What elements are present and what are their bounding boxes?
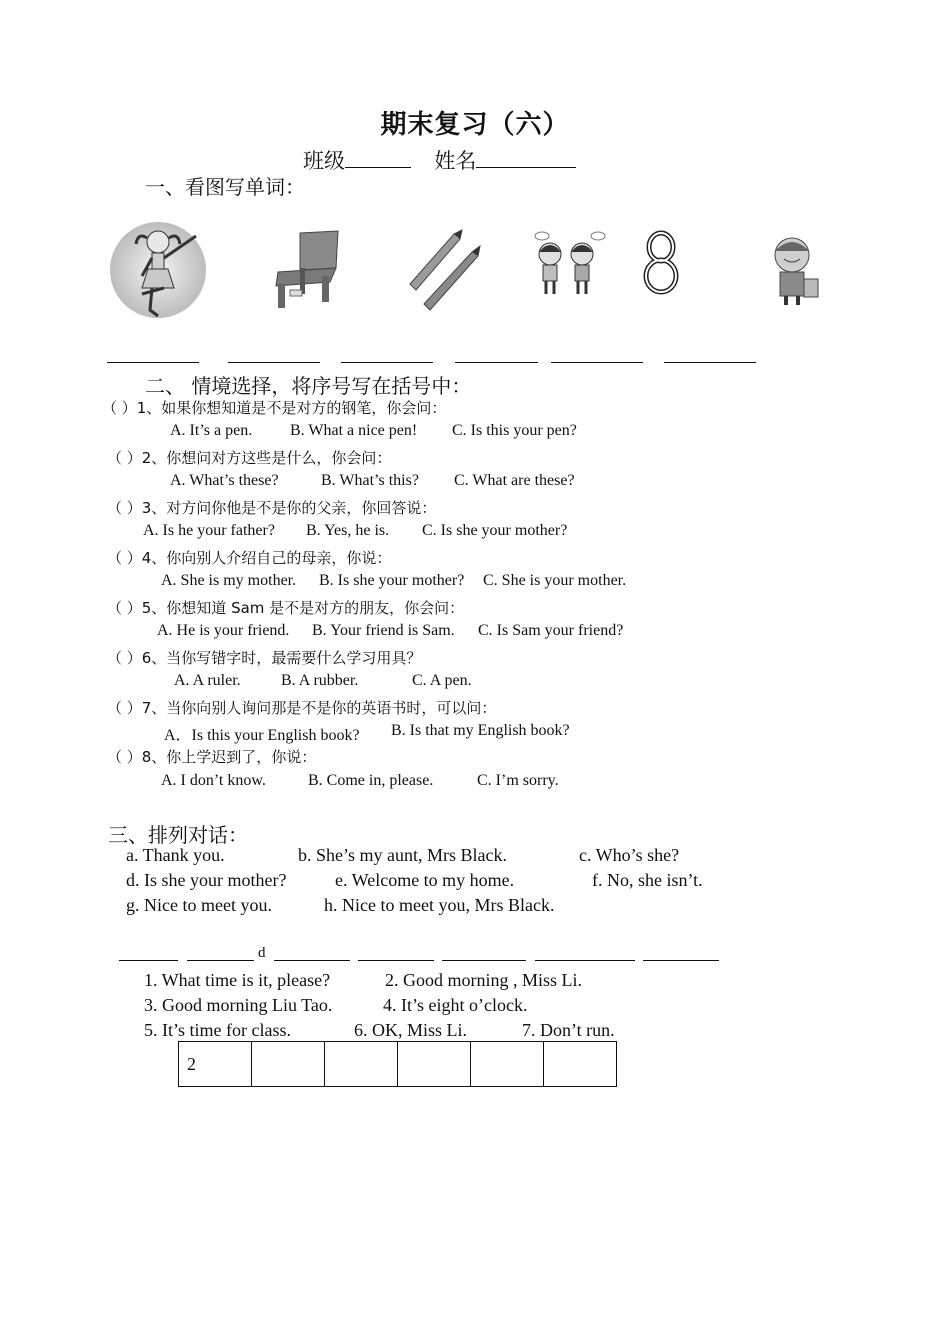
class-label: 班级 [303, 149, 345, 173]
order-line-4[interactable] [358, 960, 434, 961]
order-line-5[interactable] [442, 960, 526, 961]
dialogue2-item-4: 4. It’s eight o’clock. [383, 995, 528, 1015]
dialogue2-item-1: 1. What time is it, please? [144, 970, 331, 990]
dialogue-item-c: c. Who’s she? [579, 845, 680, 865]
name-class-bar [303, 145, 576, 175]
answer-cell[interactable] [252, 1042, 325, 1087]
question-6: （ ）6、当你写错字时，最需要什么学习用具？ [107, 649, 422, 667]
name-label: 姓名 [434, 149, 477, 173]
dialogue-item-h: h. Nice to meet you, Mrs Black. [324, 895, 555, 915]
option-5b: B. Your friend is Sam. [312, 622, 455, 639]
option-1b: B. What a nice pen! [290, 422, 418, 439]
option-8b: B. Come in, please. [308, 772, 434, 789]
answer-cell[interactable] [471, 1042, 544, 1087]
name-field[interactable] [476, 147, 576, 168]
answer-line-5[interactable] [551, 362, 643, 363]
section3-heading: 三、排列对话： [108, 823, 248, 847]
answer-cell[interactable] [398, 1042, 471, 1087]
question-4: （ ）4、你向别人介绍自己的母亲，你说： [107, 549, 392, 567]
question-2: （ ）2、你想问对方这些是什么，你会问： [107, 449, 392, 467]
question-5: （ ）5、你想知道 Sam 是不是对方的朋友，你会问： [107, 599, 465, 617]
question-1: （ ）1、如果你想知道是不是对方的钢笔，你会问： [102, 399, 447, 417]
option-2b: B. What’s this? [321, 472, 419, 489]
order-line-7[interactable] [643, 960, 719, 961]
answer-line-3[interactable] [341, 362, 433, 363]
option-4a: A. She is my mother. [161, 572, 297, 589]
dialogue-item-b: b. She’s my aunt, Mrs Black. [298, 845, 507, 865]
answer-cell[interactable] [325, 1042, 398, 1087]
two-children-icon [528, 228, 610, 298]
order-line-1[interactable] [119, 960, 178, 961]
dialogue-item-e: e. Welcome to my home. [335, 870, 515, 890]
option-3c: C. Is she your mother? [422, 522, 568, 539]
answer-line-1[interactable] [107, 362, 199, 363]
option-7b: B. Is that my English book? [391, 722, 570, 739]
answer-line-6[interactable] [664, 362, 756, 363]
option-5a: A. He is your friend. [157, 622, 290, 639]
dialogue-item-a: a. Thank you. [126, 845, 225, 865]
order-line-2[interactable] [187, 960, 254, 961]
option-8a: A. I don’t know. [161, 772, 266, 789]
answer-line-4[interactable] [455, 362, 538, 363]
question-7: （ ）7、当你向别人询问那是不是你的英语书时，可以问： [107, 699, 497, 717]
option-1c: C. Is this your pen? [452, 422, 577, 439]
option-3b: B. Yes, he is. [306, 522, 390, 539]
page-title: 期末复习（六） [380, 110, 570, 140]
option-6b: B. A rubber. [281, 672, 359, 689]
option-3a: A. Is he your father? [143, 522, 275, 539]
dialogue-item-d: d. Is she your mother? [126, 870, 287, 890]
order-answer-given: d [258, 945, 266, 961]
option-2a: A. What’s these? [170, 472, 279, 489]
chair-icon [270, 228, 345, 310]
pencils-icon [402, 222, 486, 314]
option-2c: C. What are these? [454, 472, 575, 489]
option-6a: A. A ruler. [174, 672, 241, 689]
option-8c: C. I’m sorry. [477, 772, 559, 789]
option-4c: C. She is your mother. [483, 572, 627, 589]
class-field[interactable] [345, 147, 411, 168]
dialogue-item-g: g. Nice to meet you. [126, 895, 272, 915]
dialogue2-item-3: 3. Good morning Liu Tao. [144, 995, 333, 1015]
answer-cell[interactable] [544, 1042, 617, 1087]
option-5c: C. Is Sam your friend? [478, 622, 624, 639]
answer-table [178, 1041, 617, 1087]
option-6c: C. A pen. [412, 672, 472, 689]
question-8: （ ）8、你上学迟到了，你说： [107, 748, 317, 766]
dialogue-item-f: f. No, she isn’t. [592, 870, 703, 890]
eight-icon [643, 230, 679, 296]
answer-cell[interactable]: 2 [179, 1042, 252, 1087]
option-1a: A. It’s a pen. [170, 422, 253, 439]
order-line-3[interactable] [274, 960, 350, 961]
section2-heading: 二、 情境选择，将序号写在括号中： [145, 374, 472, 398]
dialogue2-item-6: 6. OK, Miss Li. [354, 1020, 468, 1040]
dialogue2-item-5: 5. It’s time for class. [144, 1020, 291, 1040]
dialogue2-item-7: 7. Don’t run. [522, 1020, 615, 1040]
section1-heading: 一、看图写单词： [145, 175, 305, 199]
answer-line-2[interactable] [228, 362, 320, 363]
question-3: （ ）3、对方问你他是不是你的父亲，你回答说： [107, 499, 437, 517]
order-line-6[interactable] [535, 960, 635, 961]
girl-icon [108, 220, 212, 324]
boy-with-cup-icon [764, 233, 828, 307]
option-7a: A．Is this your English book? [164, 727, 360, 744]
option-4b: B. Is she your mother? [319, 572, 465, 589]
dialogue2-item-2: 2. Good morning , Miss Li. [385, 970, 583, 990]
